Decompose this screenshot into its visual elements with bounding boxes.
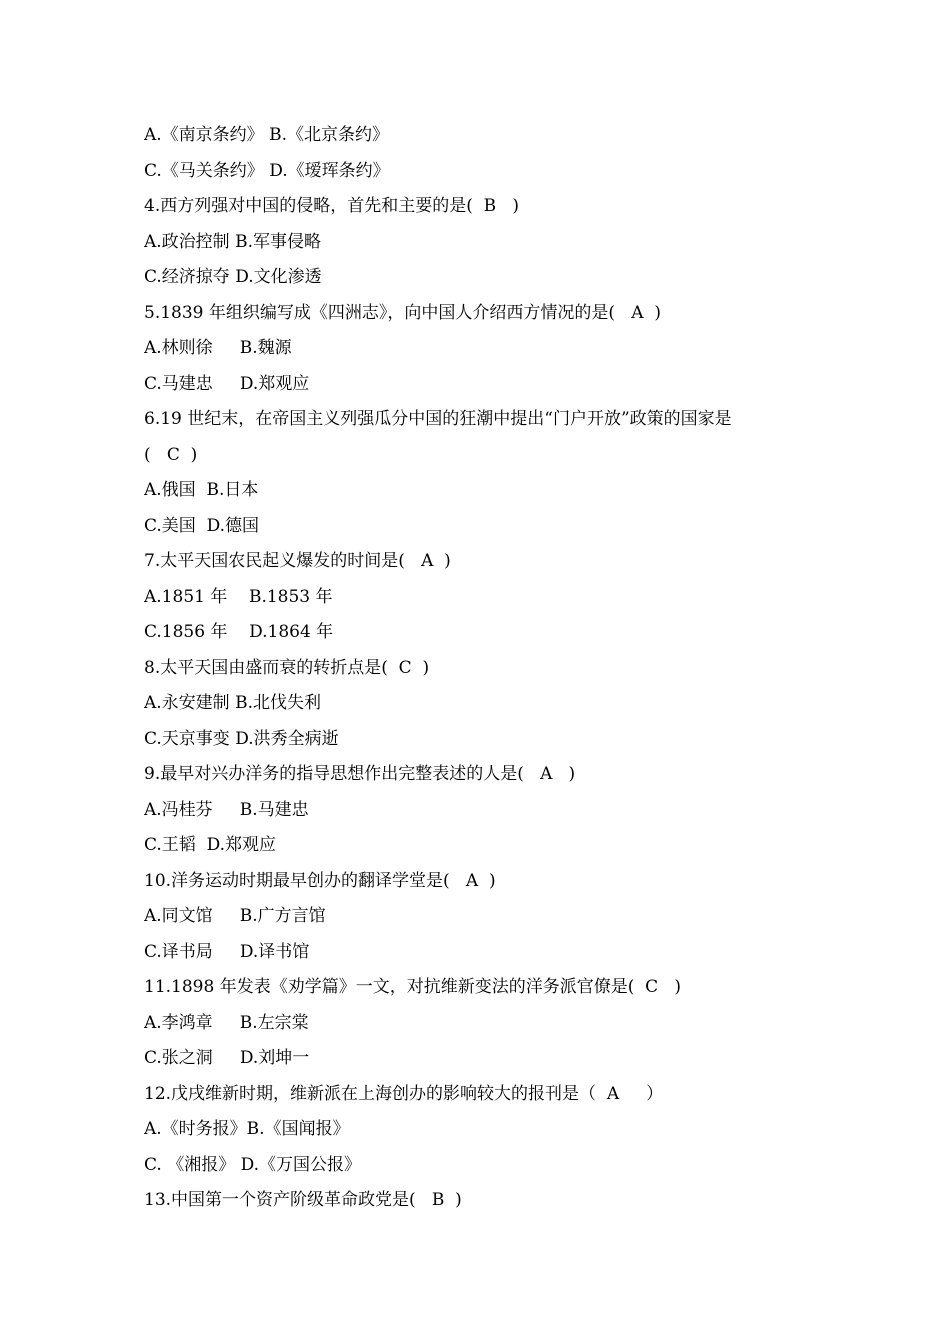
option-line: A.《南京条约》 B.《北京条约》 (144, 125, 389, 145)
option-line: C.马建忠 D.郑观应 (144, 373, 310, 394)
question-line: 12.戊戌维新时期，维新派在上海创办的影响较大的报刊是（ A ） (144, 1083, 664, 1104)
question-line: 10.洋务运动时期最早创办的翻译学堂是( A ) (144, 870, 496, 891)
option-line: C.1856 年 D.1864 年 (144, 622, 334, 642)
question-line: 5.1839 年组织编写成《四洲志》，向中国人介绍西方情况的是( A ) (144, 302, 661, 323)
option-line: A.1851 年 B.1853 年 (144, 586, 333, 607)
option-line: C.经济掠夺 D.文化渗透 (144, 267, 322, 287)
option-line: A.永安建制 B.北伐失利 (144, 693, 321, 713)
question-line: 4.西方列强对中国的侵略，首先和主要的是( B ) (144, 196, 519, 216)
question-line: 13.中国第一个资产阶级革命政党是( B ) (144, 1190, 462, 1210)
question-line: 8.太平天国由盛而衰的转折点是( C ) (144, 657, 430, 678)
option-line: C.译书局 D.译书馆 (144, 941, 310, 962)
answer-line: ( C ) (144, 444, 198, 465)
option-line: C.美国 D.德国 (144, 515, 260, 536)
option-line: C. 《湘报》 D.《万国公报》 (144, 1154, 362, 1175)
option-line: C.张之洞 D.刘坤一 (144, 1048, 310, 1068)
option-line: A.李鸿章 B.左宗棠 (144, 1012, 309, 1033)
option-line: A.俄国 B.日本 (144, 480, 259, 500)
question-line: 6.19 世纪末，在帝国主义列强瓜分中国的狂潮中提出“门户开放”政策的国家是 (144, 409, 732, 429)
option-line: C.王韬 D.郑观应 (144, 835, 277, 855)
document-body (144, 118, 824, 1219)
question-line: 7.太平天国农民起义爆发的时间是( A ) (144, 551, 451, 571)
question-line: 11.1898 年发表《劝学篇》一文，对抗维新变法的洋务派官僚是( C ) (144, 977, 681, 997)
option-line: C.天京事变 D.洪秀全病逝 (144, 728, 339, 749)
option-line: A.同文馆 B.广方言馆 (144, 906, 326, 926)
option-line: A.林则徐 B.魏源 (144, 338, 292, 358)
option-line: A.政治控制 B.军事侵略 (144, 231, 321, 252)
option-line: A.冯桂芬 B.马建忠 (144, 799, 309, 820)
option-line: A.《时务报》B.《国闻报》 (144, 1119, 350, 1139)
option-line: C.《马关条约》 D.《瑷珲条约》 (144, 160, 390, 181)
question-line: 9.最早对兴办洋务的指导思想作出完整表述的人是( A ) (144, 764, 576, 784)
